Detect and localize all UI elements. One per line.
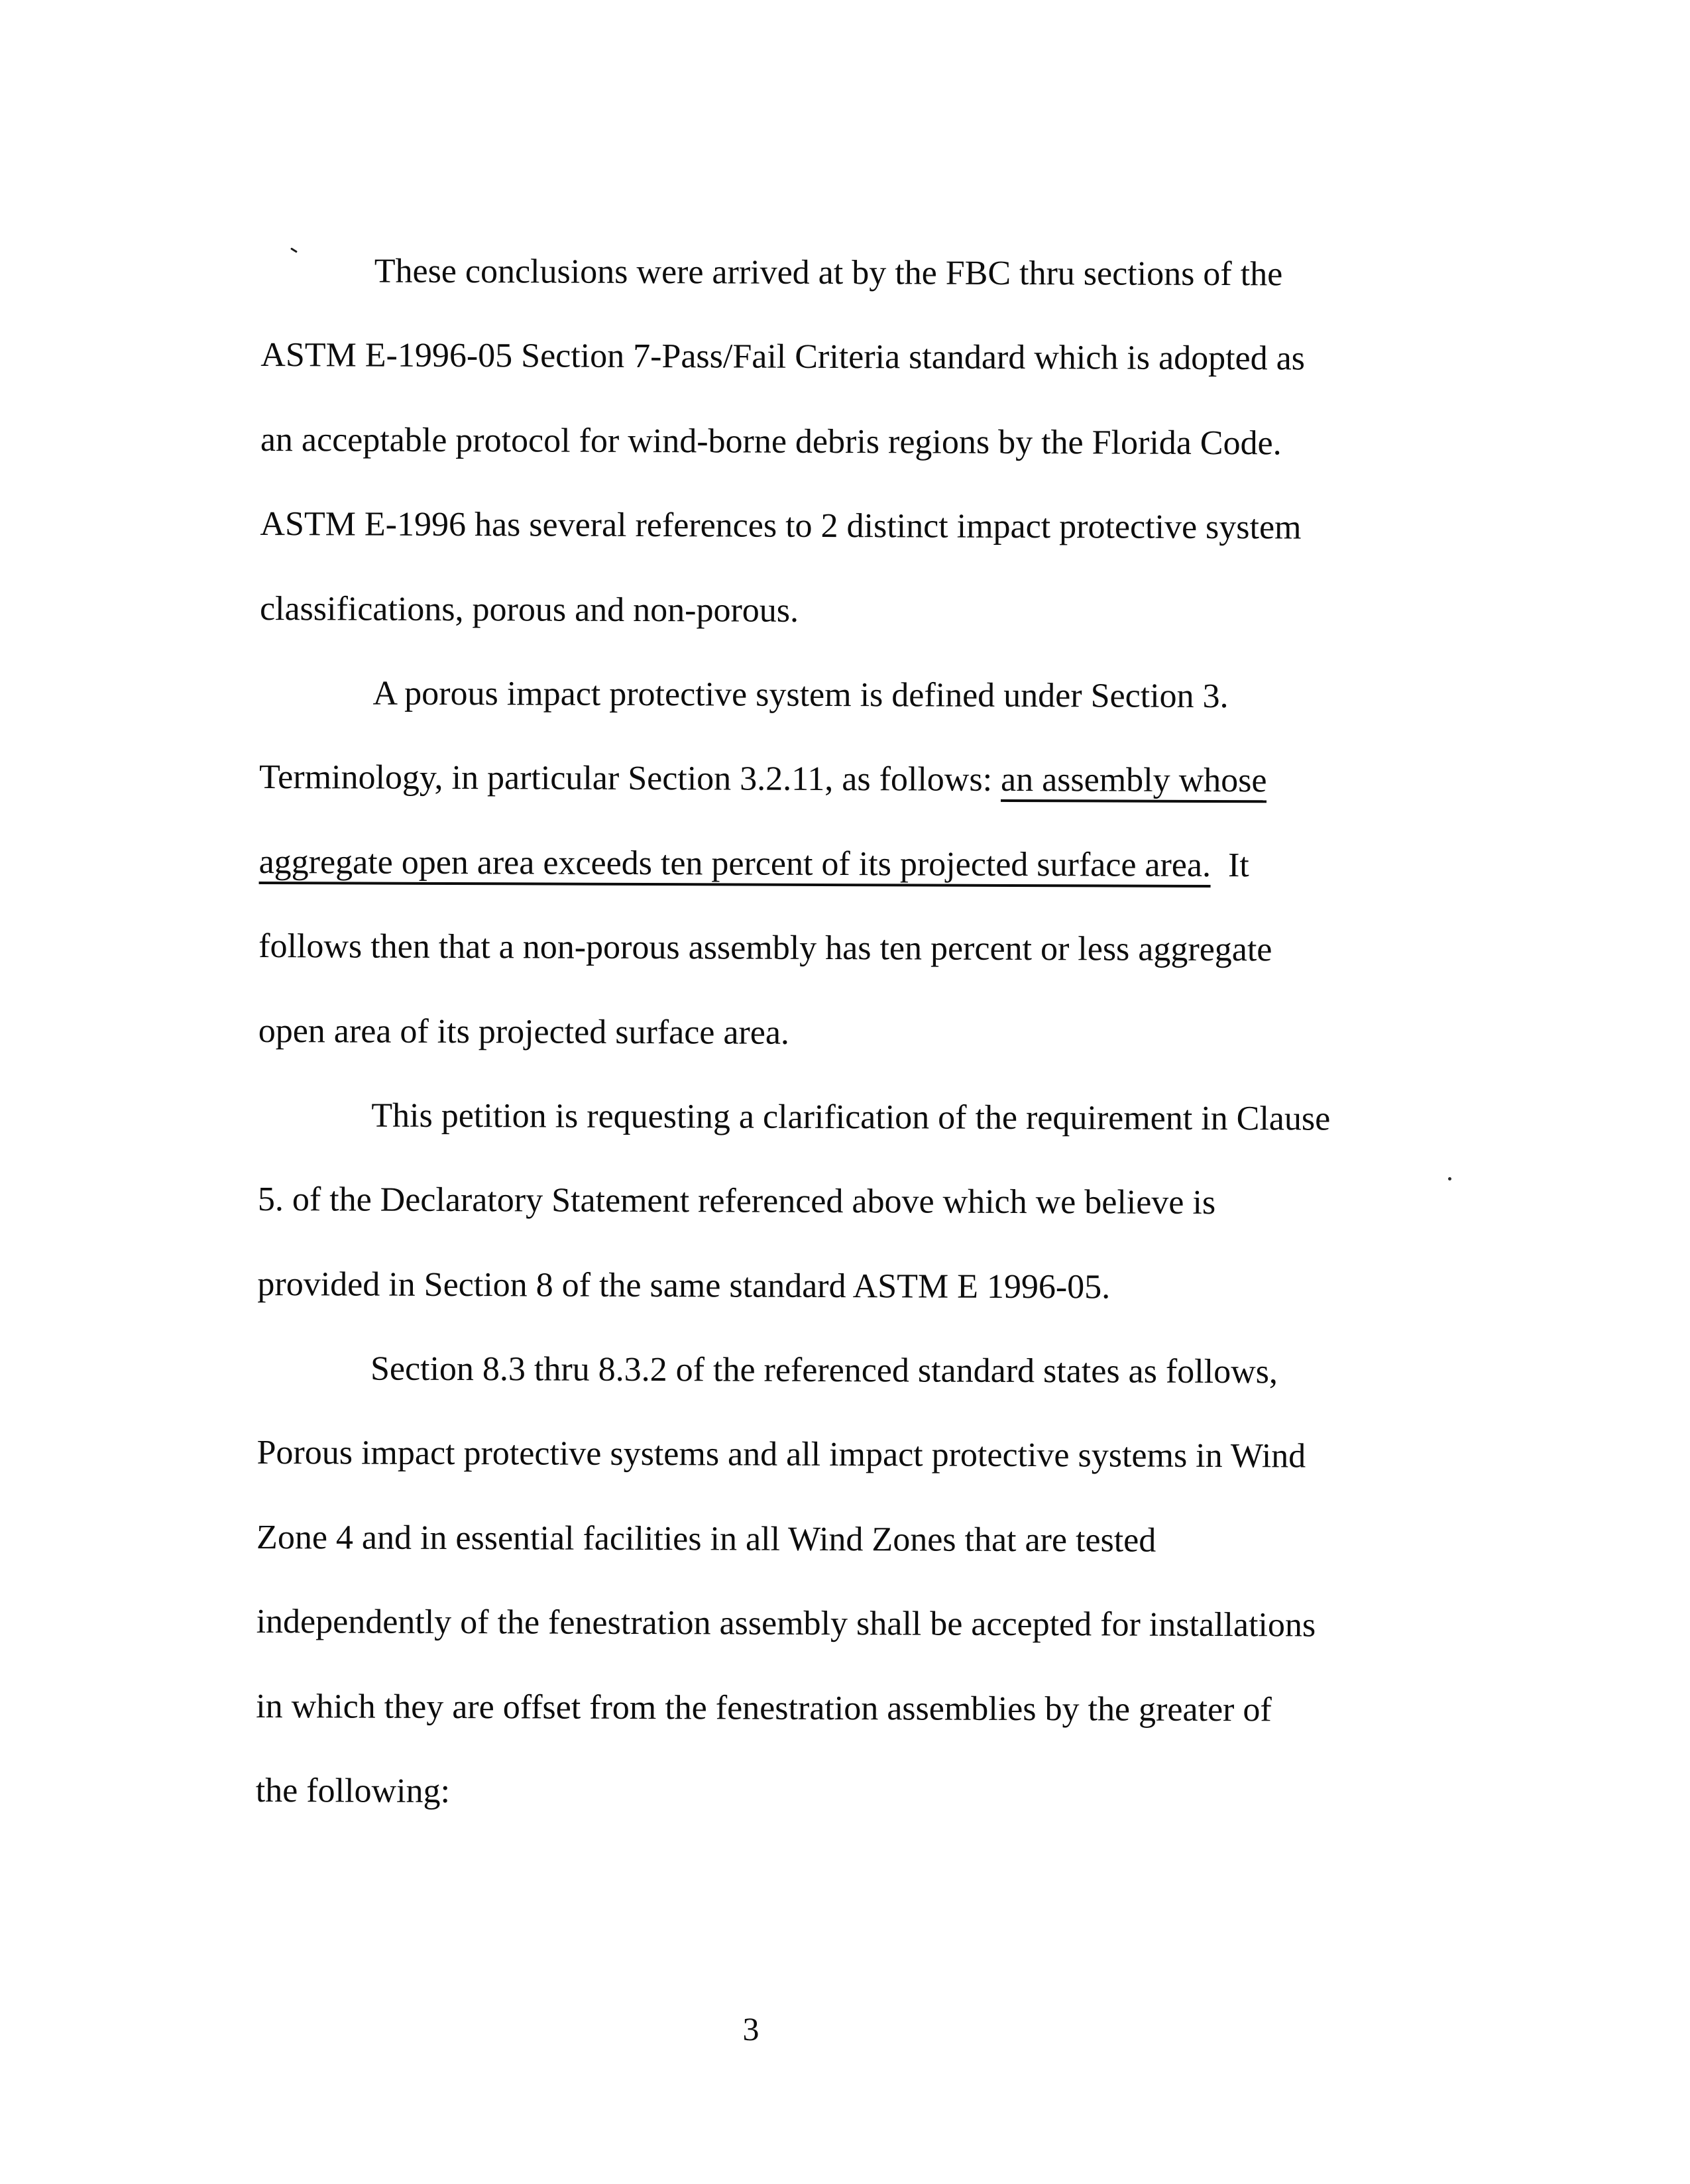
text-segment: Terminology, in particular Section 3.2.11, as follows:: [259, 758, 1001, 799]
text-line: [258, 1073, 1464, 1162]
page-number: 3: [742, 2010, 760, 2047]
text-segment: ASTM E-1996 has several references to 2 distinct impact protective system: [260, 505, 1302, 547]
text-segment: These conclusions were arrived at by the FBC thru sections of the: [374, 252, 1283, 294]
text-segment: Zone 4 and in essential facilities in all Wind Zones that are tested: [256, 1518, 1156, 1560]
text-segment: Section 8.3 thru 8.3.2 of the referenced standard states as follows,: [370, 1350, 1278, 1391]
text-line: [256, 1410, 1463, 1499]
text-line: [258, 820, 1465, 909]
text-segment: Porous impact protective systems and all impact protective systems in Wind: [256, 1434, 1306, 1475]
text-line: [259, 735, 1465, 824]
text-line: [260, 398, 1467, 487]
text-segment: A porous impact protective system is defined under Section 3.: [372, 674, 1229, 716]
text-segment: in which they are offset from the fenestration assemblies by the greater of: [256, 1687, 1272, 1729]
text-segment: ASTM E-1996-05 Section 7-Pass/Fail Criteria standard which is adopted as: [260, 336, 1306, 378]
text-line: [260, 567, 1466, 656]
text-line: [258, 989, 1465, 1078]
text-segment: 5. of the Declaratory Statement referenced above which we believe is: [257, 1180, 1216, 1222]
text-line: [260, 313, 1467, 402]
text-segment: classifications, porous and non-porous.: [259, 589, 799, 630]
text-segment: This petition is requesting a clarification of the requirement in Clause: [371, 1096, 1331, 1138]
text-line: [260, 482, 1466, 571]
text-segment: an acceptable protocol for wind-borne debris regions by the Florida Code.: [260, 420, 1282, 463]
text-segment: the following:: [255, 1772, 451, 1811]
text-segment: It: [1210, 846, 1249, 884]
text-line: [257, 1326, 1463, 1415]
document-body: [256, 229, 1467, 1837]
text-line: [259, 651, 1465, 740]
text-line: [256, 1580, 1462, 1668]
text-line: [256, 1749, 1462, 1837]
text-line: [258, 904, 1465, 993]
underlined-text: aggregate open area exceeds ten percent of its projected surface area.: [259, 843, 1211, 888]
text-line: [261, 229, 1467, 317]
underlined-text: an assembly whose: [1001, 761, 1267, 803]
text-line: [256, 1664, 1462, 1753]
text-line: [258, 1157, 1464, 1246]
text-line: [256, 1495, 1463, 1584]
text-segment: independently of the fenestration assembly shall be accepted for installations: [256, 1603, 1316, 1644]
text-segment: provided in Section 8 of the same standard ASTM E 1996-05.: [257, 1265, 1111, 1306]
text-line: [257, 1242, 1463, 1331]
text-segment: follows then that a non-porous assembly has ten percent or less aggregate: [258, 927, 1272, 969]
text-segment: open area of its projected surface area.: [258, 1011, 790, 1052]
